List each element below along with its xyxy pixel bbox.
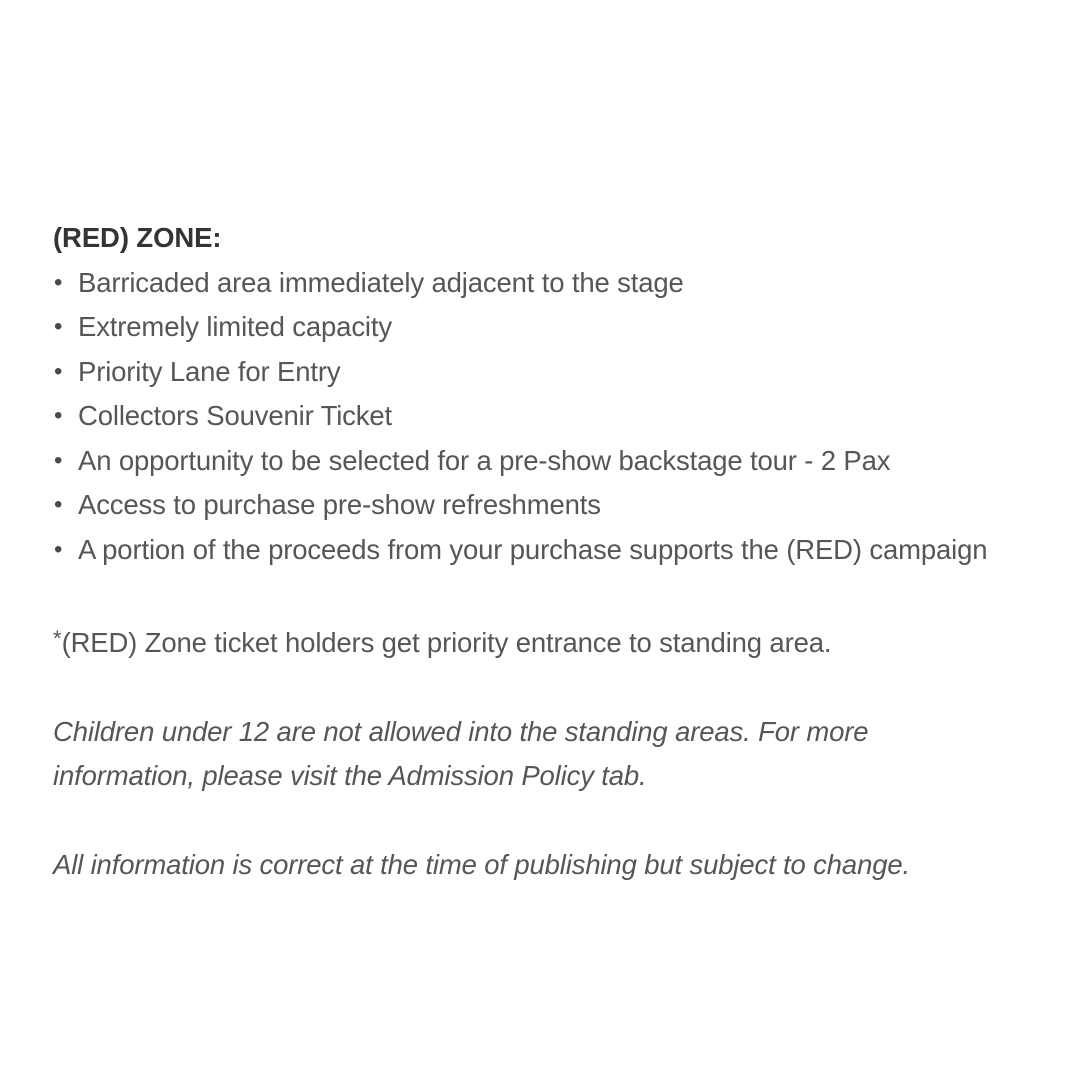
- list-item-label: A portion of the proceeds from your purchase supports the (RED) campaign: [78, 533, 988, 565]
- list-item-label: An opportunity to be selected for a pre-show backstage tour - 2 Pax: [78, 444, 891, 476]
- content-column: [53, 216, 1080, 888]
- bullet-point-icon: •: [54, 402, 63, 429]
- block-spacer: [53, 572, 1080, 617]
- block-spacer: [53, 665, 1080, 710]
- page-title: (RED) ZONE:: [53, 222, 222, 253]
- bullet-point-icon: •: [54, 313, 63, 340]
- list-item-label: Barricaded area immediately adjacent to the stage: [78, 266, 684, 298]
- bullet-point-icon: •: [54, 491, 63, 518]
- red-zone-benefits-list: [53, 261, 1080, 573]
- list-item: [53, 261, 1080, 306]
- bullet-point-icon: •: [54, 446, 63, 474]
- bullet-point-icon: •: [54, 268, 63, 296]
- disclaimer-paragraph: [53, 843, 1080, 888]
- priority-entrance-note: [53, 617, 1080, 666]
- list-item-label: Extremely limited capacity: [78, 311, 392, 342]
- children-policy-paragraph: [53, 710, 1080, 799]
- list-item-label: Access to purchase pre-show refreshments: [78, 489, 601, 520]
- paragraph-line: All information is correct at the time of publishing but subject to change.: [53, 849, 910, 880]
- priority-entrance-note-text: (RED) Zone ticket holders get priority entrance to standing area.: [61, 626, 832, 658]
- paragraph-line: Children under 12 are not allowed into the standing areas. For more: [53, 715, 869, 747]
- list-item: [53, 528, 1080, 573]
- list-item: [53, 439, 1080, 484]
- bullet-point-icon: •: [54, 357, 63, 385]
- list-item-label: Priority Lane for Entry: [78, 355, 341, 387]
- asterisk-icon: *: [53, 625, 62, 651]
- paragraph-line: information, please visit the Admission Policy tab.: [53, 760, 647, 791]
- block-spacer: [53, 799, 1080, 844]
- list-item: [53, 305, 1080, 350]
- list-item: [53, 483, 1080, 528]
- list-item-label: Collectors Souvenir Ticket: [78, 400, 393, 431]
- list-item: [53, 350, 1080, 395]
- list-item: [53, 394, 1080, 439]
- bullet-point-icon: •: [54, 535, 63, 563]
